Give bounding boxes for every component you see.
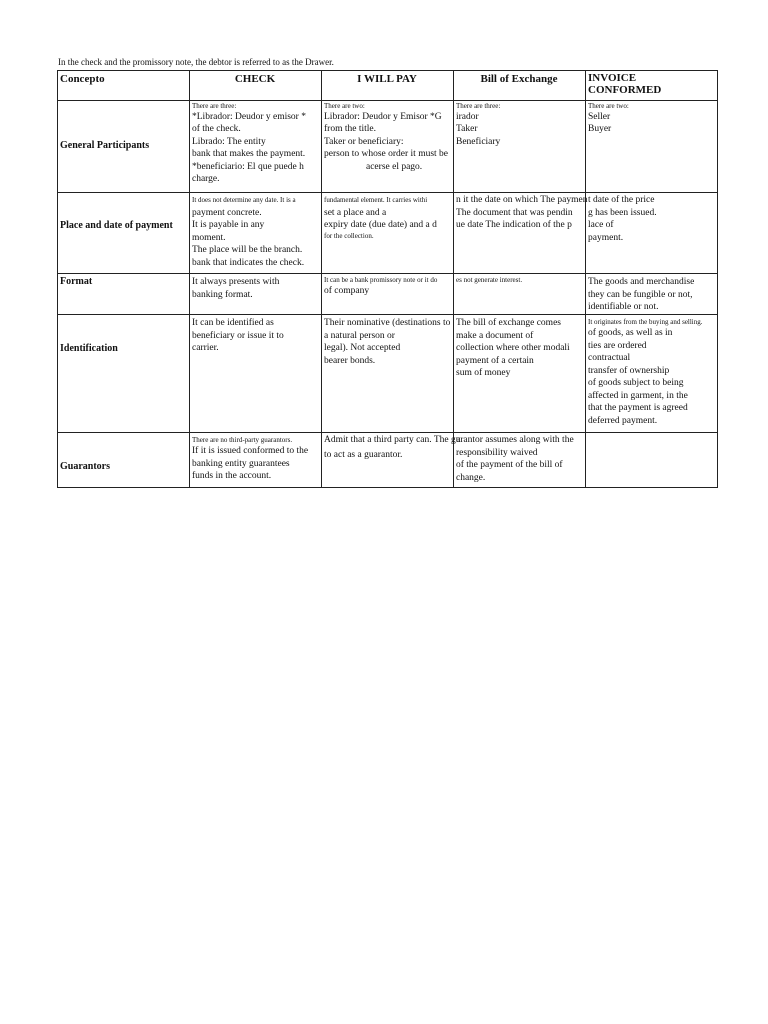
cell-participants-invoice — [588, 102, 629, 136]
cell-line: deferred payment. — [588, 415, 658, 426]
intro-note: In the check and the promissory note, the debtor is referred to as the Drawer. — [58, 57, 334, 67]
cell-guarantors-check — [192, 435, 308, 483]
cell-line: The goods and merchandise — [588, 277, 695, 287]
cell-guarantors-bill — [456, 434, 574, 484]
row-divider — [57, 192, 718, 193]
table-border-bottom — [57, 487, 718, 488]
cell-line: make a document of — [456, 330, 534, 341]
column-divider — [453, 70, 454, 488]
cell-line: expiry date (due date) and a d — [324, 220, 437, 230]
cell-line: It can be identified as — [192, 318, 274, 328]
cell-line: t date of the price — [588, 195, 655, 205]
cell-line: acerse el pago. — [366, 161, 423, 172]
cell-line: of company — [324, 286, 370, 296]
cell-note: There are three: — [192, 102, 237, 110]
header-invoice-conformed — [588, 72, 661, 96]
cell-place-bill — [456, 194, 587, 232]
cell-line: Buyer — [588, 124, 612, 134]
cell-note: It originates from the buying and selling. — [588, 318, 703, 326]
cell-note: fundamental element. It carries withi — [324, 196, 428, 204]
cell-line: The bill of exchange comes — [456, 318, 561, 328]
cell-identification-bill — [456, 317, 570, 380]
cell-line: bank that makes the payment. — [192, 149, 306, 159]
cell-line: payment concrete. — [192, 207, 262, 218]
cell-note: There are two: — [324, 102, 365, 110]
cell-line: Admit that a third party can. The gu — [324, 435, 461, 445]
cell-line: sum of money — [456, 368, 511, 378]
cell-line: arantor assumes along with the — [456, 435, 574, 445]
cell-line: from the title. — [324, 124, 376, 134]
cell-identification-will-pay — [324, 317, 450, 367]
row-label-guarantors: Guarantors — [60, 461, 110, 472]
cell-line: banking format. — [192, 289, 253, 300]
row-divider — [57, 432, 718, 433]
column-divider — [189, 70, 190, 488]
comparison-table — [57, 70, 718, 488]
cell-line: It always presents with — [192, 277, 280, 287]
cell-line: of the check. — [192, 124, 241, 134]
cell-line: that the payment is agreed — [588, 403, 688, 413]
cell-participants-will-pay — [324, 102, 448, 173]
table-border-top — [57, 70, 718, 71]
cell-line: to act as a guarantor. — [324, 449, 403, 460]
row-divider — [57, 100, 718, 101]
cell-line: legal). Not accepted — [324, 343, 401, 353]
cell-format-will-pay — [324, 275, 437, 298]
cell-line: Taker or beneficiary: — [324, 136, 404, 147]
row-label-format: Format — [60, 276, 93, 287]
cell-place-invoice — [588, 194, 657, 244]
cell-line: The place will be the branch. — [192, 245, 303, 255]
cell-line: bearer bonds. — [324, 355, 376, 366]
cell-line: lace of — [588, 220, 614, 230]
cell-line: funds in the account. — [192, 471, 272, 481]
table-border-left — [57, 70, 58, 488]
header-check: CHECK — [234, 73, 276, 85]
cell-participants-bill — [456, 102, 500, 148]
cell-identification-check — [192, 317, 284, 355]
cell-line: charge. — [192, 174, 220, 184]
row-label-place-date: Place and date of payment — [60, 220, 173, 231]
cell-note: It can be a bank promissory note or it do — [324, 276, 438, 284]
header-concept: Concepto — [60, 73, 105, 85]
cell-line: Taker — [456, 124, 478, 134]
cell-line: ue date The indication of the p — [456, 220, 572, 230]
cell-line: identifiable or not. — [588, 302, 659, 312]
cell-line: carrier. — [192, 343, 219, 353]
cell-format-check — [192, 276, 279, 301]
cell-line: Their nominative (destinations to — [324, 318, 451, 328]
cell-line: change. — [456, 472, 486, 483]
cell-line: It is payable in any — [192, 220, 265, 230]
cell-note: for the collection. — [324, 231, 374, 240]
cell-line: affected in garment, in the — [588, 390, 688, 401]
cell-line: beneficiary or issue it to — [192, 330, 284, 341]
cell-line: Seller — [588, 111, 611, 122]
cell-line: Librado: The entity — [192, 136, 266, 147]
cell-line: transfer of ownership — [588, 365, 670, 376]
cell-line: payment of a certain — [456, 355, 534, 366]
header-will-pay: I WILL PAY — [357, 73, 417, 85]
cell-place-will-pay — [324, 194, 437, 240]
row-divider — [57, 314, 718, 315]
cell-line: banking entity guarantees — [192, 458, 290, 469]
cell-line: bank that indicates the check. — [192, 257, 305, 268]
header-invoice-line: INVOICE — [588, 72, 637, 84]
cell-format-invoice — [588, 276, 694, 314]
column-divider — [321, 70, 322, 488]
cell-line: they can be fungible or not, — [588, 289, 693, 300]
cell-guarantors-will-pay — [324, 434, 460, 461]
cell-line: of goods, as well as in — [588, 328, 673, 338]
cell-participants-check — [192, 102, 306, 186]
cell-place-check — [192, 194, 304, 269]
cell-note: There are three: — [456, 102, 501, 110]
cell-line: payment. — [588, 232, 624, 243]
row-label-identification: Identification — [60, 343, 118, 354]
cell-line: Librador: Deudor y Emisor *G — [324, 111, 442, 122]
cell-line: contractual — [588, 353, 631, 363]
cell-note: es not generate interest. — [456, 276, 523, 284]
cell-line: ties are ordered — [588, 340, 647, 351]
cell-line: set a place and a — [324, 207, 387, 218]
table-border-right — [717, 70, 718, 488]
cell-note: It does not determine any date. It is a — [192, 196, 296, 204]
cell-line: of the payment of the bill of — [456, 460, 563, 470]
cell-line: n it the date on which The paymen — [456, 195, 588, 205]
column-divider — [585, 70, 586, 488]
cell-line: If it is issued conformed to the — [192, 446, 309, 456]
cell-format-bill — [456, 275, 522, 285]
cell-line: The document that was pendin — [456, 207, 573, 218]
cell-line: collection where other modali — [456, 343, 570, 353]
row-label-participants: General Participants — [60, 140, 150, 151]
row-divider — [57, 273, 718, 274]
cell-line: person to whose order it must be — [324, 149, 449, 159]
cell-note: There are no third-party guarantors. — [192, 436, 293, 444]
cell-line: *beneficiario: El que puede h — [192, 161, 304, 172]
cell-line: responsibility waived — [456, 447, 538, 458]
cell-line: of goods subject to being — [588, 378, 684, 388]
header-invoice-line: CONFORMED — [588, 84, 662, 96]
cell-line: moment. — [192, 232, 226, 243]
cell-identification-invoice — [588, 317, 703, 427]
cell-note: There are two: — [588, 102, 629, 110]
cell-line: a natural person or — [324, 330, 395, 341]
cell-line: Beneficiary — [456, 136, 501, 147]
cell-line: irador — [456, 111, 479, 122]
cell-line: *Librador: Deudor y emisor * — [192, 111, 306, 122]
cell-line: g has been issued. — [588, 207, 657, 218]
header-bill-of-exchange: Bill of Exchange — [480, 73, 558, 85]
